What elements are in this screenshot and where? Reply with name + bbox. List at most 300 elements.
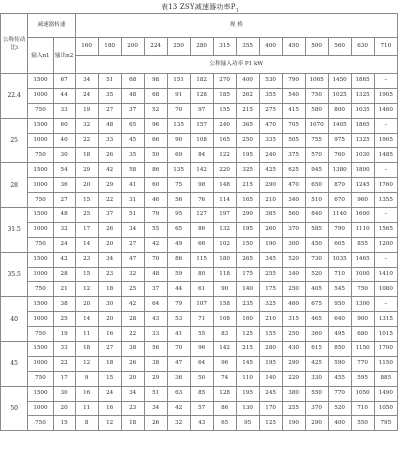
power-cell: 1905 [374, 88, 397, 103]
power-cell: 19 [75, 103, 98, 118]
power-cell: 1355 [374, 193, 397, 208]
input-speed-cell: 1000 [28, 312, 53, 327]
power-cell: 52 [144, 103, 167, 118]
power-cell: 330 [305, 371, 328, 386]
power-cell: 47 [167, 356, 190, 371]
power-cell: 20 [98, 312, 121, 327]
power-cell: 1405 [328, 118, 351, 133]
power-cell: 68 [144, 88, 167, 103]
power-cell: 127 [190, 208, 213, 223]
power-cell: 24 [98, 386, 121, 401]
power-cell: 71 [190, 312, 213, 327]
power-cell: 540 [282, 88, 305, 103]
power-cell: 960 [351, 193, 374, 208]
table-row [1, 237, 398, 252]
power-cell: 23 [121, 401, 144, 416]
power-cell: 1030 [351, 148, 374, 163]
power-cell: 460 [282, 297, 305, 312]
power-cell: 18 [75, 148, 98, 163]
power-cell: 31 [121, 193, 144, 208]
power-cell: 255 [259, 267, 282, 282]
power-cell: 340 [282, 267, 305, 282]
power-cell: 43 [144, 312, 167, 327]
power-cell: 58 [121, 163, 144, 178]
power-cell: 1200 [374, 237, 397, 252]
power-cell: 1070 [305, 118, 328, 133]
power-cell: 25 [121, 282, 144, 297]
power-cell: 1300 [351, 297, 374, 312]
power-cell: 385 [259, 208, 282, 223]
power-cell: 110 [236, 371, 259, 386]
output-speed-cell: 48 [53, 208, 75, 223]
power-cell: 950 [328, 297, 351, 312]
power-cell: 195 [236, 222, 259, 237]
power-cell: 102 [213, 237, 236, 252]
power-cell: 29 [75, 163, 98, 178]
power-cell: 34 [121, 386, 144, 401]
table-row [1, 222, 398, 237]
power-cell: 550 [305, 386, 328, 401]
power-cell: 12 [98, 416, 121, 431]
input-speed-cell: 750 [28, 193, 53, 208]
power-cell: 157 [190, 118, 213, 133]
power-cell: 1110 [351, 222, 374, 237]
power-cell: 1460 [374, 103, 397, 118]
power-cell: 34 [121, 222, 144, 237]
power-cell: 75 [167, 178, 190, 193]
power-cell: 510 [305, 193, 328, 208]
power-cell: 79 [167, 297, 190, 312]
input-speed-cell: 1500 [28, 118, 53, 133]
power-cell: 1050 [374, 401, 397, 416]
power-cell: 64 [190, 356, 213, 371]
ratio-cell: 28 [1, 163, 28, 208]
power-cell: 142 [213, 342, 236, 357]
input-speed-cell: 1000 [28, 133, 53, 148]
power-cell: 56 [144, 342, 167, 357]
ratio-cell: 50 [1, 386, 28, 431]
power-cell: 125 [259, 416, 282, 431]
power-cell: 96 [190, 342, 213, 357]
power-cell: 38 [144, 356, 167, 371]
power-cell: 240 [259, 148, 282, 163]
power-cell: 27 [98, 103, 121, 118]
header-size-cell: 710 [374, 38, 397, 56]
power-cell: 37 [144, 282, 167, 297]
power-cell: 97 [190, 103, 213, 118]
power-cell: 60 [144, 178, 167, 193]
output-speed-cell: 20 [53, 401, 75, 416]
ratio-cell: 40 [1, 297, 28, 342]
power-cell: – [374, 163, 397, 178]
power-cell: 262 [236, 88, 259, 103]
power-cell: 595 [351, 371, 374, 386]
header-size-cell: 224 [144, 38, 167, 56]
power-cell: 1760 [374, 178, 397, 193]
header-row-1 [1, 14, 398, 38]
power-cell: 64 [144, 297, 167, 312]
power-cell: 1245 [351, 178, 374, 193]
power-cell: 55 [144, 222, 167, 237]
power-cell: 68 [121, 74, 144, 89]
power-cell: 42 [98, 163, 121, 178]
header-size-cell: 450 [282, 38, 305, 56]
power-cell: 235 [236, 297, 259, 312]
power-cell: 16 [75, 386, 98, 401]
power-cell: 26 [98, 148, 121, 163]
power-cell: 325 [259, 297, 282, 312]
output-speed-cell: 21 [53, 282, 75, 297]
power-cell: 370 [282, 222, 305, 237]
power-cell: 53 [167, 312, 190, 327]
output-speed-cell: 33 [53, 342, 75, 357]
power-cell: 360 [305, 327, 328, 342]
input-speed-cell: 1500 [28, 297, 53, 312]
power-cell: 380 [282, 386, 305, 401]
power-cell: 615 [305, 342, 328, 357]
power-cell: 605 [328, 237, 351, 252]
power-cell: 55 [190, 327, 213, 342]
power-cell: 755 [305, 133, 328, 148]
power-cell: 1450 [328, 74, 351, 89]
power-cell: 12 [75, 356, 98, 371]
power-cell: 215 [236, 103, 259, 118]
table-row [1, 163, 398, 178]
power-cell: 91 [167, 88, 190, 103]
power-cell: 17 [75, 222, 98, 237]
header-size-cell: 500 [305, 38, 328, 56]
header-spec: 规 格 [75, 14, 397, 38]
power-cell: 1485 [374, 148, 397, 163]
power-cell: 505 [282, 133, 305, 148]
power-cell: 27 [121, 237, 144, 252]
power-cell: 11 [75, 327, 98, 342]
table-caption-subscript: 1 [235, 7, 240, 14]
power-cell: – [374, 208, 397, 223]
output-speed-cell: 33 [53, 103, 75, 118]
power-cell: 1325 [351, 88, 374, 103]
power-cell: 70 [167, 103, 190, 118]
input-speed-cell: 750 [28, 371, 53, 386]
power-cell: 270 [213, 74, 236, 89]
power-cell: 175 [259, 282, 282, 297]
power-cell: 65 [121, 118, 144, 133]
power-cell: 142 [190, 163, 213, 178]
power-cell: 415 [282, 103, 305, 118]
power-cell: 22 [98, 193, 121, 208]
table-caption-text: 表13 ZSY减速器功率P [160, 3, 236, 11]
power-cell: 1050 [351, 386, 374, 401]
power-cell: 300 [282, 237, 305, 252]
header-size-cell: 250 [167, 38, 190, 56]
header-power: 公称输入功率 P1 kW [75, 56, 397, 74]
power-cell: 42 [167, 401, 190, 416]
power-cell: 1905 [374, 133, 397, 148]
input-speed-cell: 1000 [28, 267, 53, 282]
power-cell: 180 [213, 252, 236, 267]
power-cell: 265 [236, 252, 259, 267]
table-row [1, 297, 398, 312]
power-cell: 15 [98, 371, 121, 386]
output-speed-cell: 30 [53, 148, 75, 163]
power-cell: 530 [259, 74, 282, 89]
power-cell: 84 [190, 148, 213, 163]
power-cell: 405 [305, 282, 328, 297]
power-cell: 46 [144, 193, 167, 208]
power-cell: 96 [144, 118, 167, 133]
table-row [1, 74, 398, 89]
power-cell: 33 [98, 133, 121, 148]
output-speed-cell: 32 [53, 222, 75, 237]
input-speed-cell: 1500 [28, 252, 53, 267]
power-cell: 80 [190, 267, 213, 282]
power-cell: 79 [144, 208, 167, 223]
power-cell: 48 [144, 267, 167, 282]
power-cell: 795 [374, 416, 397, 431]
power-cell: – [374, 118, 397, 133]
power-cell: 150 [236, 237, 259, 252]
power-cell: 27 [98, 342, 121, 357]
power-cell: 355 [259, 88, 282, 103]
power-cell: 245 [259, 386, 282, 401]
table-row [1, 148, 398, 163]
power-cell: 42 [121, 297, 144, 312]
output-speed-cell: 38 [53, 297, 75, 312]
power-cell: 580 [305, 103, 328, 118]
power-cell: 345 [259, 252, 282, 267]
power-cell: 1600 [351, 208, 374, 223]
input-speed-cell: 1500 [28, 163, 53, 178]
power-cell: 115 [190, 252, 213, 267]
output-speed-cell: 30 [53, 386, 75, 401]
power-cell: 38 [121, 342, 144, 357]
power-cell: 23 [75, 252, 98, 267]
power-cell: 730 [305, 252, 328, 267]
power-cell: 57 [190, 401, 213, 416]
power-cell: 155 [213, 103, 236, 118]
power-cell: 33 [144, 327, 167, 342]
power-cell: 1800 [351, 163, 374, 178]
input-speed-cell: 1000 [28, 178, 53, 193]
power-cell: 190 [282, 416, 305, 431]
power-cell: 800 [328, 103, 351, 118]
power-cell: 220 [282, 371, 305, 386]
power-cell: 51 [121, 208, 144, 223]
table-body [1, 74, 398, 431]
power-cell: 69 [167, 148, 190, 163]
power-cell: 335 [259, 133, 282, 148]
power-cell: 255 [282, 401, 305, 416]
power-cell: 400 [328, 416, 351, 431]
output-speed-cell: 17 [53, 371, 75, 386]
table-row [1, 416, 398, 431]
power-cell: 42 [144, 237, 167, 252]
power-cell: 66 [144, 133, 167, 148]
power-cell: 36 [167, 371, 190, 386]
table-row [1, 103, 398, 118]
power-cell: 375 [282, 148, 305, 163]
power-cell: 280 [259, 342, 282, 357]
power-cell: 11 [75, 401, 98, 416]
power-cell: 16 [98, 327, 121, 342]
header-size-cell: 280 [190, 38, 213, 56]
power-cell: 975 [328, 133, 351, 148]
power-cell: 86 [167, 252, 190, 267]
power-cell: 520 [328, 401, 351, 416]
power-cell: 1410 [374, 267, 397, 282]
power-cell: 95 [236, 416, 259, 431]
output-speed-cell: 67 [53, 74, 75, 89]
table-row [1, 356, 398, 371]
power-cell: 210 [259, 312, 282, 327]
power-cell: 570 [305, 148, 328, 163]
power-cell: 710 [328, 267, 351, 282]
power-cell: 170 [259, 401, 282, 416]
power-cell: 495 [328, 327, 351, 342]
output-speed-cell: 44 [53, 88, 75, 103]
input-speed-cell: 1500 [28, 208, 53, 223]
power-cell: 195 [236, 148, 259, 163]
output-speed-cell: 24 [53, 237, 75, 252]
power-cell: 275 [259, 103, 282, 118]
power-cell: 197 [213, 208, 236, 223]
power-cell: 1000 [351, 267, 374, 282]
table-row [1, 371, 398, 386]
power-cell: 32 [75, 118, 98, 133]
power-cell: 50 [144, 148, 167, 163]
output-speed-cell: 27 [53, 193, 75, 208]
power-cell: 37 [98, 208, 121, 223]
power-cell: 135 [167, 163, 190, 178]
power-cell: 450 [305, 237, 328, 252]
power-cell: 34 [144, 401, 167, 416]
header-size-cell: 160 [75, 38, 98, 56]
output-speed-cell: 22 [53, 356, 75, 371]
power-cell: 9 [75, 371, 98, 386]
output-speed-cell: 19 [53, 327, 75, 342]
power-cell: 20 [98, 237, 121, 252]
header-speed: 减速器转速 [28, 14, 75, 38]
power-cell: 240 [213, 118, 236, 133]
power-cell: 63 [167, 386, 190, 401]
power-cell: 16 [98, 401, 121, 416]
power-cell: 1065 [305, 74, 328, 89]
power-cell: 520 [305, 267, 328, 282]
power-cell: 86 [213, 401, 236, 416]
power-cell: 18 [121, 416, 144, 431]
power-cell: 165 [213, 133, 236, 148]
power-cell: 400 [236, 74, 259, 89]
header-input: 输入n1 [28, 38, 53, 74]
power-cell: 1380 [328, 163, 351, 178]
power-cell: 45 [121, 133, 144, 148]
power-cell: 108 [190, 133, 213, 148]
ratio-cell: 22.4 [1, 74, 28, 119]
power-cell: 455 [328, 371, 351, 386]
power-cell: 48 [98, 118, 121, 133]
power-cell: 51 [144, 386, 167, 401]
power-cell: 290 [282, 356, 305, 371]
power-cell: 125 [236, 327, 259, 342]
ratio-cell: 31.5 [1, 208, 28, 253]
power-cell: 195 [236, 386, 259, 401]
power-cell: 90 [167, 133, 190, 148]
power-cell: 12 [75, 282, 98, 297]
power-cell: 885 [374, 371, 397, 386]
power-cell: 122 [213, 148, 236, 163]
power-cell: 34 [75, 74, 98, 89]
input-speed-cell: 750 [28, 148, 53, 163]
power-cell: 1490 [374, 386, 397, 401]
power-cell: 25 [75, 208, 98, 223]
power-cell: 290 [259, 178, 282, 193]
power-cell: 250 [282, 282, 305, 297]
power-cell: 32 [121, 267, 144, 282]
input-speed-cell: 1500 [28, 386, 53, 401]
table-row [1, 208, 398, 223]
power-cell: 250 [236, 133, 259, 148]
power-cell: 43 [190, 416, 213, 431]
power-cell: 670 [328, 193, 351, 208]
power-cell: 900 [351, 312, 374, 327]
power-cell: 770 [351, 356, 374, 371]
output-speed-cell: 42 [53, 252, 75, 267]
power-cell: 23 [98, 267, 121, 282]
power-cell: 18 [75, 342, 98, 357]
input-speed-cell: 750 [28, 327, 53, 342]
power-cell: 165 [236, 193, 259, 208]
power-cell: 260 [259, 222, 282, 237]
power-cell: 148 [213, 178, 236, 193]
power-cell: 425 [259, 163, 282, 178]
table-row [1, 267, 398, 282]
power-cell: 130 [236, 401, 259, 416]
power-cell: 640 [328, 312, 351, 327]
power-cell: 750 [351, 282, 374, 297]
power-cell: 760 [328, 148, 351, 163]
power-cell: 29 [144, 371, 167, 386]
input-speed-cell: 750 [28, 416, 53, 431]
power-cell: 155 [259, 327, 282, 342]
table-row [1, 178, 398, 193]
power-cell: 35 [121, 148, 144, 163]
power-cell: 51 [98, 74, 121, 89]
power-cell: 1325 [351, 133, 374, 148]
power-cell: 945 [305, 163, 328, 178]
power-cell: 790 [328, 222, 351, 237]
power-cell: 1015 [374, 327, 397, 342]
power-cell: 15 [75, 267, 98, 282]
power-cell: 675 [305, 297, 328, 312]
header-ratio: 公称传动比i [1, 14, 28, 74]
power-cell: 98 [190, 178, 213, 193]
power-cell: 41 [167, 327, 190, 342]
power-cell: 1035 [351, 103, 374, 118]
power-cell: 14 [75, 312, 98, 327]
power-cell: 195 [259, 356, 282, 371]
header-size-cell: 400 [259, 38, 282, 56]
power-cell: 590 [328, 356, 351, 371]
power-cell: 1080 [374, 282, 397, 297]
power-cell: 215 [236, 178, 259, 193]
power-cell: 95 [167, 208, 190, 223]
table-row [1, 401, 398, 416]
power-cell: 70 [144, 252, 167, 267]
input-speed-cell: 1000 [28, 356, 53, 371]
power-cell: 680 [351, 327, 374, 342]
input-speed-cell: 1000 [28, 222, 53, 237]
table-row [1, 312, 398, 327]
